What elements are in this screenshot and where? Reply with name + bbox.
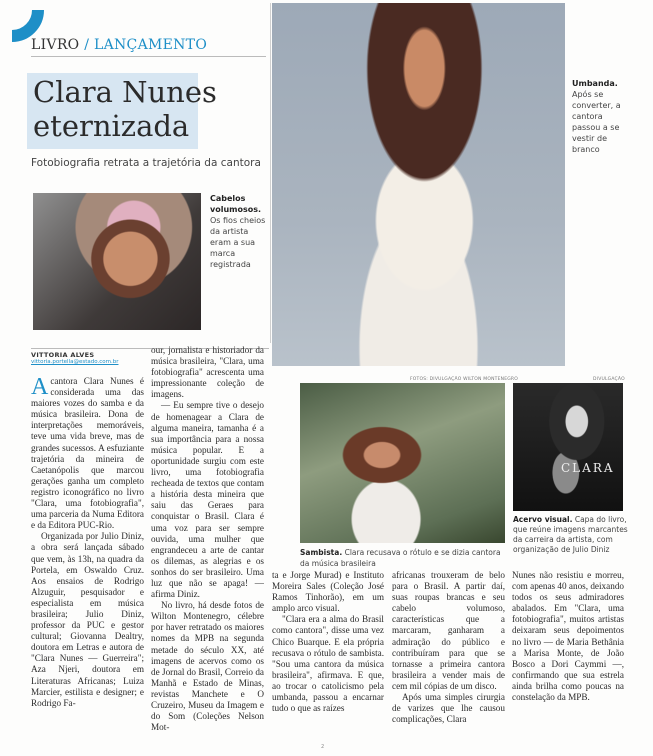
paragraph: Organizada por Julio Diniz, a obra será lançada sábado que vem, às 13h, na quadra da Portela, em Oswaldo Cruz. Aos ensaios de Rodrigo Alzuguir, pesquisador e especialista em música brasileira; Julio Diniz, professor da PUC e gestor cultural; Giovanna Dealtry, doutora em Letras e autora de "Clara Nunes — Guerreira"; Aza Njeri, doutora em Literaturas Africanas; Luiza Marcier, estilista e designer; e Rodrigo Fa- bbox=[31, 531, 144, 708]
byline-name: VITTORIA ALVES bbox=[31, 351, 95, 359]
photo-sambista bbox=[300, 383, 505, 543]
caption-photo2-label: Umbanda. bbox=[572, 79, 618, 88]
photo-cabelos-volumosos bbox=[33, 193, 201, 330]
caption-photo3-label: Sambista. bbox=[300, 548, 343, 557]
caption-photo3 bbox=[300, 547, 512, 569]
photo-credit: FOTOS: DIVULGAÇÃO WILTON MONTENEGRO bbox=[410, 377, 518, 382]
column-divider bbox=[270, 3, 271, 343]
section-separator: / bbox=[79, 37, 94, 53]
caption-photo2-text: Após se converter, a cantora passou a se vestir de branco bbox=[572, 90, 621, 154]
section-main: LIVRO bbox=[31, 37, 80, 53]
caption-photo3-text: Clara recusava o rótulo e se dizia cantora da música brasileira bbox=[300, 548, 501, 568]
paragraph: No livro, há desde fotos de Wilton Montenegro, célebre por haver retratado os maiores nomes da MPB na segunda metade do século XX, até imagens de acervos como os de Jornal do Brasil, Correio da Manhã e Estado de Minas, revistas Manchete e O Cruzeiro, Museu da Imagem e do Som (Coleções Nelson Mot- bbox=[151, 600, 264, 733]
section-sub: LANÇAMENTO bbox=[94, 37, 208, 53]
photo-credit-cover: DIVULGAÇÃO bbox=[593, 377, 625, 382]
drop-cap: A bbox=[31, 374, 49, 400]
paragraph: Após uma simples cirurgia de varizes que lhe causou complicações, Clara bbox=[392, 692, 505, 725]
photo-umbanda bbox=[272, 3, 565, 366]
article-column-5 bbox=[512, 570, 624, 703]
paragraph: "Clara era a alma do Brasil como cantora", disse uma vez Chico Buarque. E ela própria recusava o rótulo de sambista. "Sou uma cantora da música brasileira", afirmava. E que, ao trocar o catolicismo pela umbanda, passou a encarnar tudo o que as raízes bbox=[272, 614, 384, 714]
byline-email[interactable]: vittoria.portella@estado.com.br bbox=[31, 359, 119, 365]
article-column-3 bbox=[272, 570, 384, 714]
paragraph: africanas trouxeram de belo para o Brasil. A partir daí, suas roupas brancas e seu cabelo volumoso, características que a marcaram, ganharam a admiração do público e contribuíram para que se tornasse a primeira cantora brasileira a vender mais de cem mil cópias de um disco. bbox=[392, 570, 505, 691]
article-column-4 bbox=[392, 570, 505, 725]
caption-photo1 bbox=[210, 193, 268, 270]
headline: Clara Nunes eternizada bbox=[33, 75, 217, 143]
paragraph: ta e Jorge Murad) e Instituto Moreira Sales (Coleção José Ramos Tinhorão), em um amplo arco visual. bbox=[272, 570, 384, 614]
paragraph: Nunes não resistiu e morreu, com apenas 40 anos, deixando todos os seus admiradores abalados. Em "Clara, uma fotobiografia", muitos artistas deixaram seus depoimentos no livro — de Maria Bethânia a Marisa Monte, de João Bosco a Dori Caymmi —, confirmando que sua estrela ainda brilha como poucas na constelação da MPB. bbox=[512, 570, 625, 703]
caption-photo4-label: Acervo visual. bbox=[513, 515, 573, 524]
book-cover-title: CLARA bbox=[561, 461, 615, 475]
section-rule bbox=[31, 56, 266, 57]
paragraph: our, jornalista e historiador da música brasileira, "Clara, uma fotobiografia" acrescenta uma impressionante coleção de imagens. bbox=[151, 345, 264, 400]
article-column-2 bbox=[151, 345, 264, 733]
section-label bbox=[31, 37, 207, 53]
paragraph bbox=[31, 376, 144, 531]
caption-photo1-text: Os fios cheios da artista eram a sua marca registrada bbox=[210, 216, 266, 269]
caption-photo2 bbox=[572, 78, 627, 155]
article-column-1 bbox=[31, 376, 144, 709]
caption-photo4-text: Capa do livro, que reúne imagens marcantes da carreira da artista, com organização de Julio Diniz bbox=[513, 515, 628, 554]
paragraph-text: cantora Clara Nunes é considerada uma das maiores vozes do samba e da música brasileira. Dona de interpretações memoráveis, teve uma vida breve, mas de grandes sucessos. A esfuziante trajetória da mineira de Caetanópolis que marcou gerações ganha um completo registro iconográfico no livro "Clara, uma fotobiografia", uma parceria da Numa Editora e da Editora PUC-Rio. bbox=[31, 376, 144, 531]
caption-photo1-label: Cabelos volumosos. bbox=[210, 194, 262, 214]
photo-book-cover bbox=[513, 383, 623, 511]
subheadline: Fotobiografia retrata a trajetória da cantora bbox=[31, 157, 261, 169]
page-number: 2 bbox=[321, 744, 325, 750]
paragraph: — Eu sempre tive o desejo de homenagear a Clara de alguma maneira, tamanha é a sua importância para a nossa música popular. E a oportunidade surgiu com este livro, uma fotobiografia recheada de textos que contam a história desta mineira que saiu das Geraes para conquistar o Brasil. Clara é uma voz para ser sempre ouvida, uma mulher que engrandeceu a arte de cantar os dilemas, as alegrias e os sonhos do ser brasileiro. Uma luz que não se apaga! — afirma Diniz. bbox=[151, 400, 264, 600]
caption-photo4 bbox=[513, 515, 631, 555]
